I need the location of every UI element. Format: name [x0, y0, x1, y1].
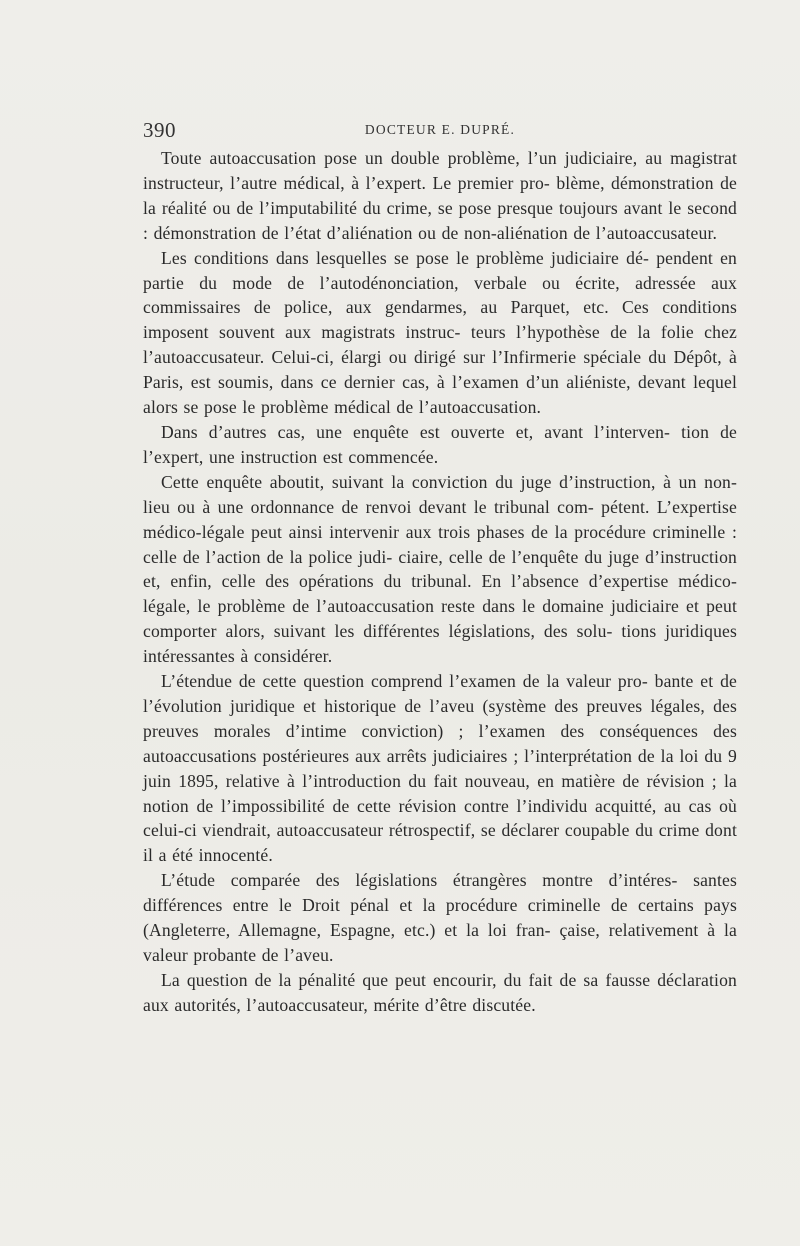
paragraph-4: Cette enquête aboutit, suivant la conviction du juge d’instruction, à un non-lieu ou à une ordonnance de renvoi devant le tribunal com- pétent. L’expertise médico-légale peut ainsi intervenir aux trois phases de la procédure criminelle : celle de l’action de la police judi- ciaire, celle de l’enquête du juge d’instruction et, enfin, celle des opérations du tribunal. En l’absence d’expertise médico-légale, le problème de l’autoaccusation reste dans le domaine judiciaire et peut comporter alors, suivant les différentes législations, des solu- tions juridiques intéressantes à considérer. [143, 471, 737, 667]
running-head [143, 118, 737, 142]
paragraph-2: Les conditions dans lesquelles se pose le problème judiciaire dé- pendent en partie du mode de l’autodénonciation, verbale ou écrite, adressée aux commissaires de police, aux gendarmes, au Parquet, etc. Ces conditions imposent souvent aux magistrats instruc- teurs l’hypothèse de la folie chez l’autoaccusateur. Celui-ci, élargi ou dirigé sur l’Infirmerie spéciale du Dépôt, à Paris, est soumis, dans ce dernier cas, à l’examen d’un aliéniste, devant lequel alors se pose le problème médical de l’autoaccusation. [143, 247, 737, 418]
page-number: 390 [143, 118, 176, 142]
running-title: DOCTEUR E. DUPRÉ. [364, 122, 516, 137]
paragraph-1: Toute autoaccusation pose un double problème, l’un judiciaire, au magistrat instructeur, l’autre médical, à l’expert. Le premier pro- blème, démonstration de la réalité ou de l’imputabilité du crime, se pose presque toujours avant le second : démonstration de l’état d’aliénation ou de non-aliénation de l’autoaccusateur. [143, 148, 737, 243]
paragraph-7: La question de la pénalité que peut encourir, du fait de sa fausse déclaration aux autorités, l’autoaccusateur, mérite d’être discutée. [143, 969, 737, 1015]
paragraph-6: L’étude comparée des législations étrangères montre d’intéres- santes différences entre le Droit pénal et la procédure criminelle de certains pays (Angleterre, Allemagne, Espagne, etc.) et la loi fran- çaise, relativement à la valeur probante de l’aveu. [143, 870, 737, 965]
paragraph-3: Dans d’autres cas, une enquête est ouverte et, avant l’interven- tion de l’expert, une instruction est commencée. [143, 421, 737, 467]
paragraph-5: L’étendue de cette question comprend l’examen de la valeur pro- bante et de l’évolution juridique et historique de l’aveu (système des preuves légales, des preuves morales d’intime conviction) ; l’examen des conséquences des autoaccusations postérieures aux arrêts judiciaires ; l’interprétation de la loi du 9 juin 1895, relative à l’introduction du fait nouveau, en matière de révision ; la notion de l’impossibilité de cette révision contre l’individu acquitté, au cas où celui-ci viendrait, autoaccusateur rétrospectif, se déclarer coupable du crime dont il a été innocenté. [143, 671, 737, 866]
body-text [143, 146, 737, 1018]
